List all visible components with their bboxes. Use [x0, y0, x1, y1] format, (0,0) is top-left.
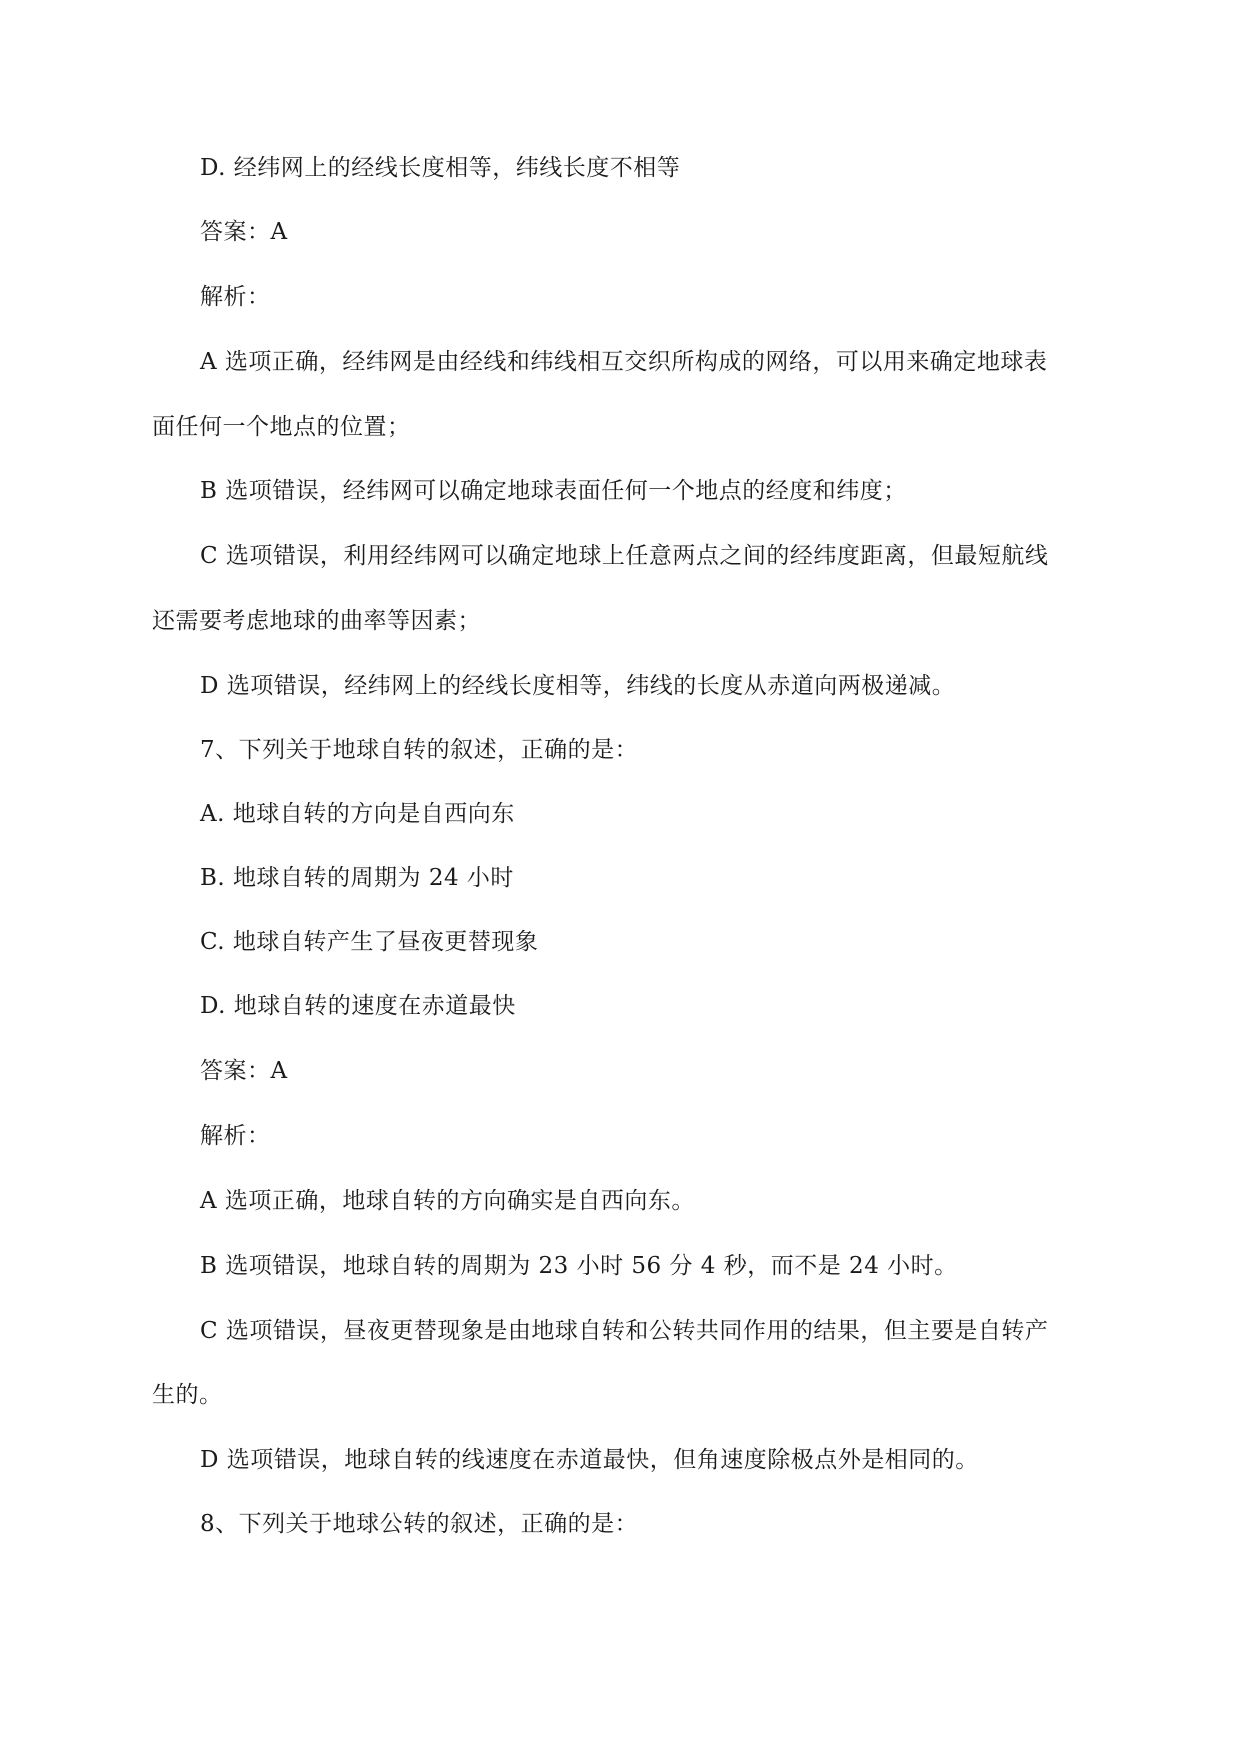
q7-option-d: D. 地球自转的速度在赤道最快 [200, 993, 516, 1019]
q7-answer: 答案：A [200, 1058, 288, 1084]
q6-analysis-a-line2: 面任何一个地点的位置； [152, 414, 411, 440]
q7-analysis-a: A 选项正确，地球自转的方向确实是自西向东。 [200, 1188, 695, 1214]
q7-question: 7、下列关于地球自转的叙述，正确的是： [200, 737, 639, 763]
q6-analysis-label: 解析： [200, 284, 271, 310]
q7-analysis-c-line2: 生的。 [152, 1382, 223, 1408]
q7-analysis-b: B 选项错误，地球自转的周期为 23 小时 56 分 4 秒，而不是 24 小时。 [200, 1253, 958, 1279]
q6-analysis-d: D 选项错误，经纬网上的经线长度相等，纬线的长度从赤道向两极递减。 [200, 673, 956, 699]
q7-option-b: B. 地球自转的周期为 24 小时 [200, 865, 514, 891]
q6-analysis-a-line1: A 选项正确，经纬网是由经线和纬线相互交织所构成的网络，可以用来确定地球表 [200, 349, 1048, 375]
q6-analysis-b: B 选项错误，经纬网可以确定地球表面任何一个地点的经度和纬度； [200, 478, 907, 504]
q7-analysis-d: D 选项错误，地球自转的线速度在赤道最快，但角速度除极点外是相同的。 [200, 1447, 979, 1473]
q7-analysis-label: 解析： [200, 1123, 271, 1149]
q6-analysis-c-line2: 还需要考虑地球的曲率等因素； [152, 608, 481, 634]
q6-analysis-c-line1: C 选项错误，利用经纬网可以确定地球上任意两点之间的经纬度距离，但最短航线 [200, 543, 1049, 569]
q7-option-c: C. 地球自转产生了昼夜更替现象 [200, 929, 539, 955]
q7-analysis-c-line1: C 选项错误，昼夜更替现象是由地球自转和公转共同作用的结果，但主要是自转产 [200, 1318, 1049, 1344]
q6-option-d: D. 经纬网上的经线长度相等，纬线长度不相等 [200, 155, 681, 181]
q7-option-a: A. 地球自转的方向是自西向东 [200, 801, 515, 827]
q8-question: 8、下列关于地球公转的叙述，正确的是： [200, 1511, 639, 1537]
q6-answer: 答案：A [200, 219, 288, 245]
